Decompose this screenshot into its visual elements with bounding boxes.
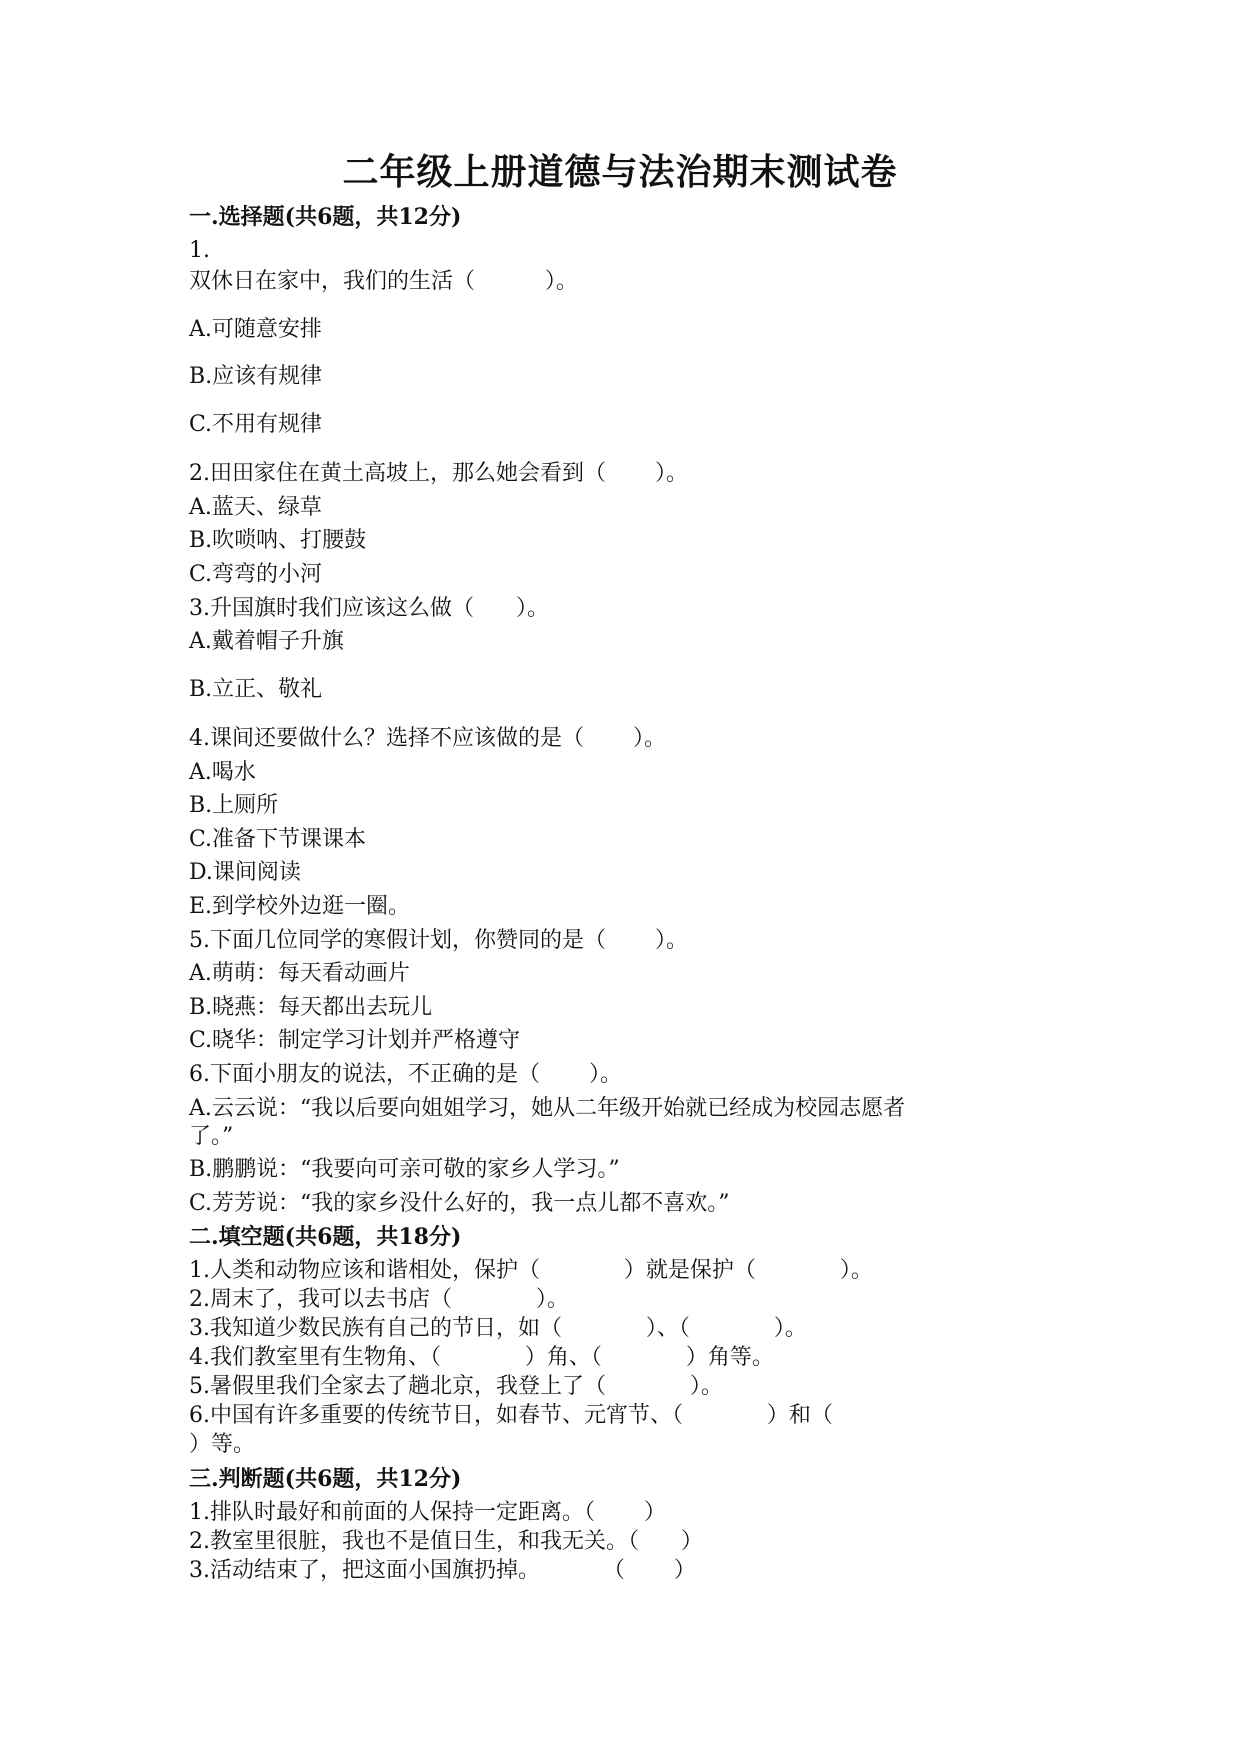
option: A.萌萌：每天看动画片 <box>189 961 410 986</box>
option: B.立正、敬礼 <box>189 677 323 702</box>
fill-item: 1.人类和动物应该和谐相处，保护（ ）就是保护（ ）。 <box>189 1258 873 1283</box>
judge-item: 3.活动结束了，把这面小国旗扔掉。 （ ） <box>189 1558 696 1583</box>
option: A.喝水 <box>189 760 256 785</box>
fill-item: 4.我们教室里有生物角、（ ）角、（ ）角等。 <box>189 1345 774 1370</box>
option: A.可随意安排 <box>189 317 322 342</box>
fill-item-continuation: ）等。 <box>189 1432 256 1457</box>
option-continuation: 了。” <box>189 1124 234 1149</box>
option: B.吹唢呐、打腰鼓 <box>189 528 367 553</box>
option: E.到学校外边逛一圈。 <box>189 894 411 919</box>
fill-item: 5.暑假里我们全家去了趟北京，我登上了（ ）。 <box>189 1374 723 1399</box>
option: A.戴着帽子升旗 <box>189 629 344 654</box>
option: B.鹏鹏说：“我要向可亲可敬的家乡人学习。” <box>189 1157 620 1182</box>
option: C.晓华：制定学习计划并严格遵守 <box>189 1028 521 1053</box>
section-heading-fill: 二.填空题(共6题，共18分) <box>189 1224 462 1250</box>
page-title: 二年级上册道德与法治期末测试卷 <box>342 151 898 193</box>
question-stem: 2.田田家住在黄土高坡上，那么她会看到（ ）。 <box>189 461 688 486</box>
section-heading-judge: 三.判断题(共6题，共12分) <box>189 1466 462 1492</box>
judge-item: 1.排队时最好和前面的人保持一定距离。（ ） <box>189 1500 666 1525</box>
fill-item: 3.我知道少数民族有自己的节日，如（ ）、（ ）。 <box>189 1316 807 1341</box>
question-stem: 双休日在家中，我们的生活（ ）。 <box>189 269 578 294</box>
section-heading-choice: 一.选择题(共6题，共12分) <box>189 204 462 230</box>
option: C.弯弯的小河 <box>189 562 323 587</box>
option: B.晓燕：每天都出去玩儿 <box>189 995 433 1020</box>
option: C.芳芳说：“我的家乡没什么好的，我一点儿都不喜欢。” <box>189 1191 730 1216</box>
option: A.蓝天、绿草 <box>189 495 322 520</box>
judge-item: 2.教室里很脏，我也不是值日生，和我无关。（ ） <box>189 1529 703 1554</box>
option: A.云云说：“我以后要向姐姐学习，她从二年级开始就已经成为校园志愿者 <box>189 1096 906 1121</box>
option: C.准备下节课课本 <box>189 827 367 852</box>
question-number: 1. <box>189 238 210 263</box>
question-stem: 3.升国旗时我们应该这么做（ ）。 <box>189 596 549 621</box>
option: D.课间阅读 <box>189 860 301 885</box>
option: B.上厕所 <box>189 793 279 818</box>
question-stem: 6.下面小朋友的说法，不正确的是（ ）。 <box>189 1062 622 1087</box>
question-stem: 4.课间还要做什么？选择不应该做的是（ ）。 <box>189 726 666 751</box>
question-stem: 5.下面几位同学的寒假计划，你赞同的是（ ）。 <box>189 928 688 953</box>
option: C.不用有规律 <box>189 412 323 437</box>
option: B.应该有规律 <box>189 364 323 389</box>
fill-item: 6.中国有许多重要的传统节日，如春节、元宵节、（ ）和（ <box>189 1403 833 1428</box>
fill-item: 2.周末了，我可以去书店（ ）。 <box>189 1287 569 1312</box>
